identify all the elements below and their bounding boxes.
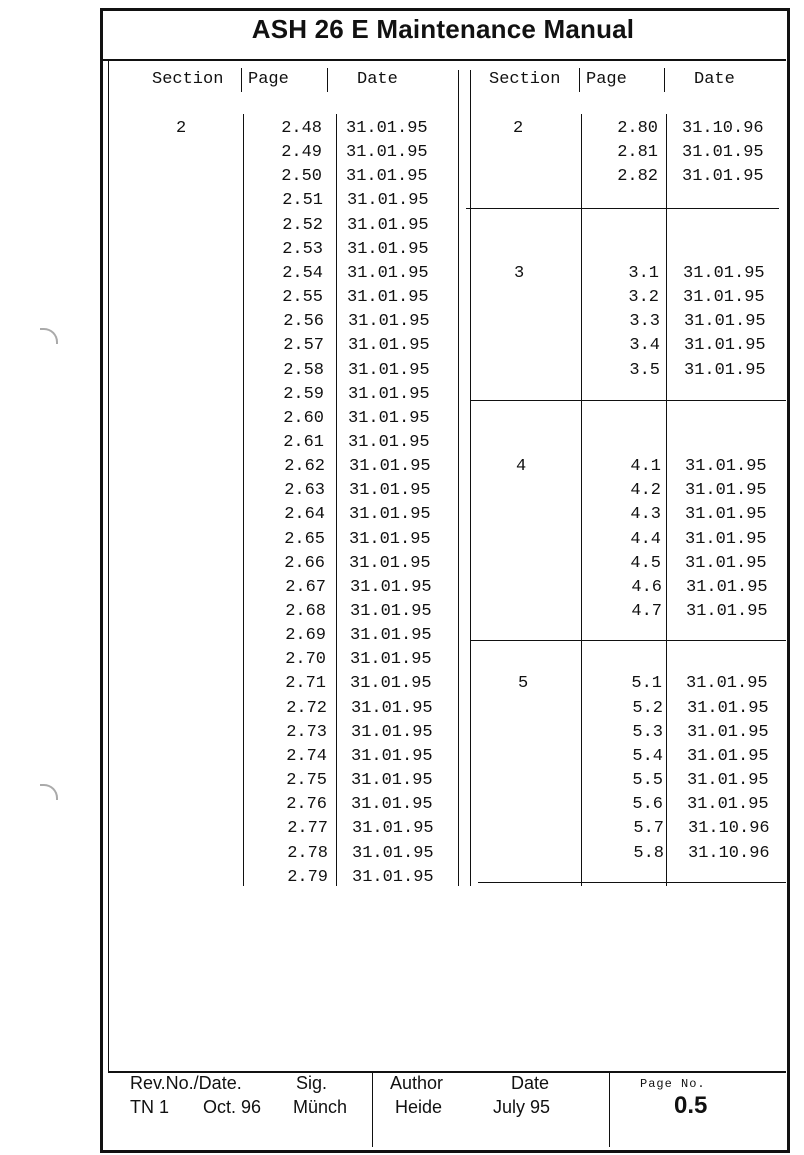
date-cell: 31.01.95 <box>350 626 432 646</box>
punch-hole-mark <box>40 784 58 800</box>
date-cell: 31.01.95 <box>685 529 767 549</box>
left-header-date: Date <box>357 70 398 89</box>
date-cell: 31.01.95 <box>351 698 433 718</box>
page-number-cell: 2.71 <box>285 674 326 694</box>
date-cell: 31.01.95 <box>351 771 433 791</box>
date-cell: 31.01.95 <box>349 553 431 573</box>
page-number-cell: 3.4 <box>629 336 660 356</box>
page-number-cell: 2.75 <box>286 771 327 791</box>
date-cell: 31.01.95 <box>686 674 768 694</box>
date-cell: 31.01.95 <box>347 263 429 283</box>
date-cell: 31.01.95 <box>351 722 433 742</box>
page-number-cell: 3.3 <box>629 312 660 332</box>
date-cell: 31.01.95 <box>348 408 430 428</box>
date-cell: 31.01.95 <box>350 577 432 597</box>
header-separator <box>327 68 328 92</box>
page-number-cell: 2.69 <box>285 626 326 646</box>
date-cell: 31.01.95 <box>347 191 429 211</box>
page-number-cell: 2.80 <box>617 119 658 138</box>
group-divider <box>466 208 779 209</box>
page-number-cell: 2.51 <box>282 191 323 211</box>
rev-no: TN 1 <box>130 1097 170 1117</box>
group-divider <box>470 640 786 641</box>
date-cell: 31.01.95 <box>352 867 434 887</box>
page-number-cell: 5.7 <box>633 819 664 839</box>
page-number-cell: 2.77 <box>287 819 328 839</box>
date-cell: 31.01.95 <box>685 481 767 501</box>
rev-date: Oct. 96 <box>203 1097 262 1117</box>
page-number-cell: 2.55 <box>282 288 323 308</box>
page-number-label: Page No. <box>640 1077 706 1091</box>
right-col-line <box>581 114 582 886</box>
section-number: 4 <box>516 457 527 477</box>
date-cell: 31.01.95 <box>350 674 432 694</box>
page-number-cell: 2.60 <box>283 408 324 428</box>
date-cell: 31.01.95 <box>351 795 433 815</box>
date-cell: 31.01.95 <box>347 239 429 259</box>
date-cell: 31.01.95 <box>684 336 766 356</box>
page-number-cell: 5.6 <box>632 795 663 815</box>
date-cell: 31.01.95 <box>346 143 428 163</box>
left-col-line <box>336 114 337 886</box>
page-number-cell: 2.59 <box>283 384 324 404</box>
page-number-cell: 2.57 <box>283 336 324 356</box>
date-cell: 31.01.95 <box>686 602 768 621</box>
date-cell: 31.01.95 <box>682 143 764 163</box>
page-number-cell: 3.1 <box>628 263 659 283</box>
page-number-cell: 4.2 <box>630 481 661 501</box>
signature: Münch <box>293 1097 348 1117</box>
group-divider <box>470 400 786 401</box>
page-number-cell: 2.48 <box>281 119 322 138</box>
date-cell: 31.01.95 <box>685 553 767 573</box>
right-col-line <box>666 114 667 886</box>
page-number-cell: 2.62 <box>284 457 325 477</box>
date-cell: 31.01.95 <box>683 288 765 308</box>
date-cell: 31.01.95 <box>684 360 766 380</box>
date-cell: 31.01.95 <box>347 288 429 308</box>
date-cell: 31.10.96 <box>682 119 764 138</box>
page-number-cell: 5.5 <box>632 771 663 791</box>
date-cell: 31.01.95 <box>351 746 433 766</box>
center-double-line <box>470 70 471 886</box>
date-cell: 31.01.95 <box>352 843 434 863</box>
date-cell: 31.01.95 <box>348 336 430 356</box>
page-number-cell: 2.56 <box>283 312 324 332</box>
page-number-cell: 2.81 <box>617 143 658 163</box>
date-cell: 31.01.95 <box>685 457 767 477</box>
page-number-cell: 5.8 <box>633 843 664 863</box>
center-double-line <box>458 70 459 886</box>
date-cell: 31.01.95 <box>348 384 430 404</box>
section-number: 2 <box>513 119 524 138</box>
page-number-cell: 2.65 <box>284 529 325 549</box>
date-label: Date <box>511 1073 550 1093</box>
page-number-cell: 2.54 <box>282 263 323 283</box>
page-number-cell: 4.5 <box>630 553 661 573</box>
page-number-cell: 3.2 <box>628 288 659 308</box>
punch-hole-mark <box>40 328 58 344</box>
date-cell: 31.01.95 <box>683 263 765 283</box>
date-cell: 31.01.95 <box>347 215 429 235</box>
section-number: 5 <box>518 674 529 694</box>
date-cell: 31.01.95 <box>687 771 769 791</box>
left-header-page: Page <box>248 70 289 89</box>
page-number-cell: 2.58 <box>283 360 324 380</box>
date-cell: 31.01.95 <box>682 167 764 187</box>
date-cell: 31.01.95 <box>687 722 769 742</box>
page-number-cell: 2.79 <box>287 867 328 887</box>
page-number-cell: 2.66 <box>284 553 325 573</box>
header-separator <box>241 68 242 92</box>
page-number-cell: 5.1 <box>631 674 662 694</box>
date-cell: 31.01.95 <box>687 698 769 718</box>
page-number-cell: 4.3 <box>630 505 661 525</box>
page-number-cell: 5.2 <box>632 698 663 718</box>
date-cell: 31.01.95 <box>350 602 432 621</box>
page-number-cell: 2.53 <box>282 239 323 259</box>
date-cell: 31.01.95 <box>685 505 767 525</box>
footer-separator <box>609 1071 610 1147</box>
page-number: 0.5 <box>674 1092 708 1119</box>
sig-label: Sig. <box>296 1073 328 1093</box>
page-number-cell: 3.5 <box>629 360 660 380</box>
date-cell: 31.01.95 <box>684 312 766 332</box>
manual-title: ASH 26 E Maintenance Manual <box>251 14 635 44</box>
date-cell: 31.01.95 <box>350 650 432 670</box>
date-cell: 31.01.95 <box>349 481 431 501</box>
page-number-cell: 2.78 <box>287 843 328 863</box>
right-header-page: Page <box>586 70 627 89</box>
page-number-cell: 2.82 <box>617 167 658 187</box>
author-label: Author <box>390 1073 444 1093</box>
date-value: July 95 <box>493 1097 551 1117</box>
right-header-date: Date <box>694 70 735 89</box>
header-separator <box>579 68 580 92</box>
page-number-cell: 4.7 <box>631 602 662 621</box>
page-number-cell: 5.4 <box>632 746 663 766</box>
section-number: 2 <box>176 119 187 138</box>
inner-frame-line <box>108 61 109 1071</box>
footer-separator <box>372 1071 373 1147</box>
page-number-cell: 4.1 <box>630 457 661 477</box>
page-number-cell: 5.3 <box>632 722 663 742</box>
rev-label: Rev.No./Date. <box>130 1073 242 1093</box>
date-cell: 31.10.96 <box>688 843 770 863</box>
page-number-cell: 2.50 <box>281 167 322 187</box>
page-number-cell: 2.67 <box>285 577 326 597</box>
page-number-cell: 4.6 <box>631 577 662 597</box>
page-number-cell: 2.52 <box>282 215 323 235</box>
section-number: 3 <box>514 263 525 283</box>
date-cell: 31.01.95 <box>349 505 431 525</box>
date-cell: 31.01.95 <box>348 432 430 452</box>
left-header-section: Section <box>152 70 224 89</box>
page-number-cell: 2.73 <box>286 722 327 742</box>
date-cell: 31.01.95 <box>352 819 434 839</box>
page-number-cell: 2.72 <box>286 698 327 718</box>
page-number-cell: 2.68 <box>285 602 326 621</box>
date-cell: 31.01.95 <box>687 746 769 766</box>
header-separator <box>664 68 665 92</box>
page-number-cell: 2.49 <box>281 143 322 163</box>
date-cell: 31.01.95 <box>687 795 769 815</box>
date-cell: 31.01.95 <box>348 360 430 380</box>
page-number-cell: 2.63 <box>284 481 325 501</box>
date-cell: 31.01.95 <box>349 529 431 549</box>
date-cell: 31.01.95 <box>346 167 428 187</box>
page-number-cell: 2.61 <box>283 432 324 452</box>
title-divider <box>100 59 786 61</box>
page-number-cell: 2.74 <box>286 746 327 766</box>
page-number-cell: 2.64 <box>284 505 325 525</box>
left-col-line <box>243 114 244 886</box>
date-cell: 31.01.95 <box>349 457 431 477</box>
page-number-cell: 2.76 <box>286 795 327 815</box>
author-value: Heide <box>395 1097 443 1117</box>
date-cell: 31.10.96 <box>688 819 770 839</box>
date-cell: 31.01.95 <box>346 119 428 138</box>
page-number-cell: 4.4 <box>630 529 661 549</box>
group-divider <box>478 882 786 883</box>
page-number-cell: 2.70 <box>285 650 326 670</box>
date-cell: 31.01.95 <box>348 312 430 332</box>
date-cell: 31.01.95 <box>686 577 768 597</box>
right-header-section: Section <box>489 70 561 89</box>
